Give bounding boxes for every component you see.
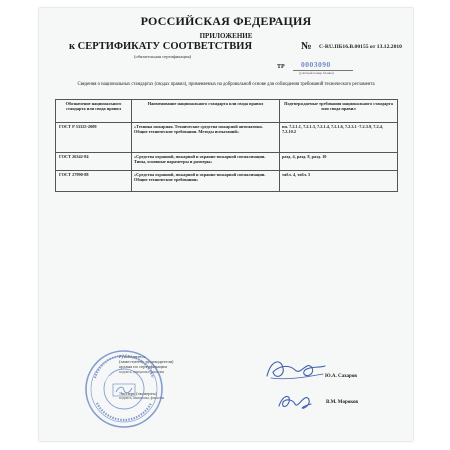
tr-label: ТР (277, 64, 285, 70)
appendix-heading: ПРИЛОЖЕНИЕ (199, 32, 253, 40)
intro-text: Сведения о национальных стандартах (сводах правил), применяемых на добровольной основе для соблюдения требований технического регламента (77, 82, 375, 87)
table-cell: табл. 4, табл. 5 (280, 171, 398, 192)
head-signature-caption: подпись, инициалы, фамилия (119, 369, 165, 374)
expert-signature-autograph (271, 388, 317, 414)
table-cell: ГОСТ 27990-88 (56, 171, 132, 192)
number-sign: № (301, 41, 312, 52)
official-stamp-icon (83, 348, 165, 430)
head-title-line: Руководитель (119, 354, 146, 359)
certificate-appendix-page (39, 8, 413, 441)
table-header-row (56, 100, 398, 123)
column-header: Обозначение национального стандарта или свода правил (56, 100, 132, 123)
certificate-subtitle: (обязательная сертификация) (134, 54, 192, 59)
head-title-line: органа по сертификации (119, 364, 167, 370)
column-header: Наименование национального стандарта или свода правил (132, 100, 280, 123)
column-header: Подтверждаемые требования национального стандарта или свода правил (280, 100, 398, 123)
serial-number: 0003090 (301, 60, 331, 69)
table-cell: «Техника пожарная. Технические средства пожарной автоматики. Общие технические требования. Методы испытаний» (132, 123, 280, 153)
table-cell: «Средства охранной, пожарной и охранно-пожарной сигнализации. Типы, основные параметры и размеры» (132, 153, 280, 171)
head-signature-autograph (261, 354, 331, 384)
table-cell: ГОСТ Р 53325-2009 (56, 123, 132, 153)
certificate-number: C-RU.ПБ16.В.00155 от 13.12.2010 (319, 44, 402, 50)
table-cell: пп. 7.2.1.1, 7.2.1.3, 7.2.1.4, 7.2.1.6, 7.2.3.1 -7.2.3.9, 7.2.4, 7.2.10.2 (280, 123, 398, 153)
table-cell: ГОСТ 26342-84 (56, 153, 132, 171)
table-cell: разд. 4, разд. 8, разд. 10 (280, 153, 398, 171)
table-row (56, 123, 398, 153)
table-cell: «Средства охранной, пожарной и охранно-пожарной сигнализации. Общие технические требования» (132, 171, 280, 192)
country-heading: РОССИЙСКАЯ ФЕДЕРАЦИЯ (140, 14, 312, 28)
expert-signature-caption: подпись, инициалы, фамилия (119, 396, 165, 401)
serial-caption: (учетный номер бланка) (299, 71, 334, 75)
expert-title-line: Эксперт (эксперты) (119, 391, 158, 396)
head-title-line: (заместитель руководителя) (119, 359, 174, 365)
table-row (56, 171, 398, 192)
table-row (56, 153, 398, 171)
head-name: Ю.А. Сахаров (325, 374, 357, 379)
certificate-title: к СЕРТИФИКАТУ СООТВЕТСТВИЯ (69, 41, 253, 52)
standards-table (55, 99, 398, 192)
expert-name: В.М. Мороков (326, 400, 359, 405)
certificate-title-row (69, 41, 403, 55)
